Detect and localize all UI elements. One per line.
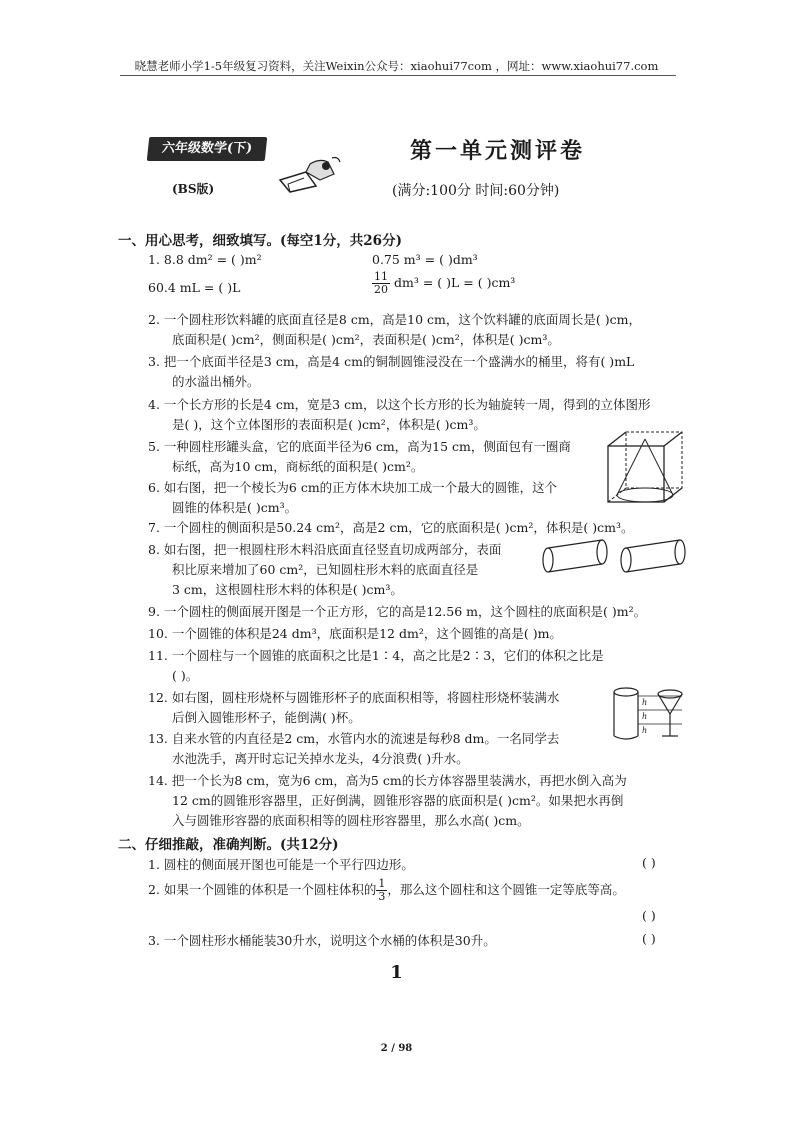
question-11-line2: ( )。 (172, 668, 199, 683)
judge-3: 3. 一个圆柱形水桶能装30升水，说明这个水桶的体积是30升。 (148, 933, 496, 948)
question-3-line1: 3. 把一个底面半径是3 cm，高是4 cm的铜制圆锥浸没在一个盛满水的桶里，将有( )mL (148, 354, 635, 369)
question-2-line1: 2. 一个圆柱形饮料罐的底面直径是8 cm，高是10 cm，这个饮料罐的底面周长是( )cm， (148, 312, 641, 327)
question-14-line1: 14. 把一个长为8 cm，宽为6 cm，高为5 cm的长方体容器里装满水，再把水倒入高为 (148, 773, 627, 788)
height-label-3: h (642, 726, 648, 735)
judge-2 (148, 878, 625, 903)
question-7: 7. 一个圆柱的侧面积是50.24 cm²，高是2 cm，它的底面积是( )cm²，体积是( )cm³。 (148, 520, 634, 535)
question-1a: 1. 8.8 dm² = ( )m² (148, 252, 262, 267)
page-title: 第一单元测评卷 (410, 138, 586, 164)
question-5-line1: 5. 一种圆柱形罐头盒，它的底面半径为6 cm，高为15 cm，侧面包有一圈商 (148, 439, 571, 454)
question-4-line2: 是( )，这个立体图形的表面积是( )cm²，体积是( )cm³。 (172, 417, 486, 432)
page-number: 1 (390, 962, 403, 983)
page-header: 晓慧老师小学1-5年级复习资料，关注Weixin公众号：xiaohui77com ，网址：www.xiaohui77.com (134, 59, 659, 73)
question-9: 9. 一个圆柱的侧面展开图是一个正方形，它的高是12.56 m，这个圆柱的底面积是( )m²。 (148, 604, 647, 619)
question-13-line2: 水池洗手，离开时忘记关掉水龙头，4分浪费( )升水。 (172, 751, 469, 766)
judge-1: 1. 圆柱的侧面展开图也可能是一个平行四边形。 (148, 857, 414, 872)
fraction-11-20: $\frac{11}{20}$ (374, 270, 388, 296)
question-12-line1: 12. 如右图，圆柱形烧杯与圆锥形杯子的底面积相等，将圆柱形烧杯装满水 (148, 690, 560, 705)
fraction-1-3: $\frac{1}{3}$ (378, 877, 386, 903)
judge-1-answer: ( ) (642, 855, 656, 870)
page-count: 2 / 98 (380, 1043, 413, 1054)
question-6-line2: 圆锥的体积是( )cm³。 (172, 500, 298, 515)
question-8-line1: 8. 如右图，把一根圆柱形木料沿底面直径竖直切成两部分，表面 (148, 542, 502, 557)
judge-2-answer: ( ) (642, 908, 656, 923)
height-label-2: h (642, 712, 648, 721)
question-1c: 60.4 mL = ( )L (148, 280, 241, 295)
question-2-line2: 底面积是( )cm²，侧面积是( )cm²，表面积是( )cm²，体积是( )cm³。 (172, 332, 560, 347)
beaker-cone-figure (610, 684, 690, 744)
judge-2-text-b: ，那么这个圆柱和这个圆锥一定等底等高。 (387, 882, 625, 897)
question-6-line1: 6. 如右图，把一个棱长为6 cm的正方体木块加工成一个最大的圆锥，这个 (148, 480, 558, 495)
question-12-line2: 后倒入圆锥形杯子，能倒满( )杯。 (172, 710, 361, 725)
question-8-line2: 积比原来增加了60 cm²，已知圆柱形木料的底面直径是 (172, 562, 479, 577)
question-13-line1: 13. 自来水管的内直径是2 cm，水管内水的流速是每秒8 dm。一名同学去 (148, 731, 560, 746)
cube-cone-figure (604, 428, 686, 508)
question-11-line1: 11. 一个圆柱与一个圆锥的底面积之比是1∶4，高之比是2∶3，它们的体积之比是 (148, 648, 604, 663)
section2-heading: 二、仔细推敲，准确判断。(共12分) (118, 837, 339, 853)
book-illustration (276, 150, 346, 194)
question-14-line2: 12 cm的圆锥形容器里，正好倒满，圆锥形容器的底面积是( )cm²。如果把水再倒 (172, 793, 624, 808)
judge-3-answer: ( ) (642, 931, 656, 946)
judge-2-text-a: 2. 如果一个圆锥的体积是一个圆柱体积的 (148, 882, 377, 897)
question-5-line2: 标纸，高为10 cm，商标纸的面积是( )cm²。 (172, 459, 424, 474)
exam-info: (满分:100分 时间:60分钟) (392, 183, 560, 199)
height-label-1: h (642, 698, 648, 707)
section1-heading: 一、用心思考，细致填写。(每空1分，共26分) (118, 233, 402, 249)
cut-cylinder-figure (540, 536, 688, 576)
question-1b: 0.75 m³ = ( )dm³ (372, 252, 478, 267)
question-10: 10. 一个圆锥的体积是24 dm³，底面积是12 dm²，这个圆锥的高是( )m。 (148, 626, 562, 641)
question-1d-text: dm³ = ( )L = ( )cm³ (393, 275, 516, 290)
question-4-line1: 4. 一个长方形的长是4 cm，宽是3 cm，以这个长方形的长为轴旋转一周，得到的立体图形 (148, 397, 651, 412)
grade-badge: 六年级数学(下) (147, 137, 268, 161)
question-14-line3: 入与圆锥形容器的底面积相等的圆柱形容器里，那么水高( )cm。 (172, 813, 530, 828)
question-1d (372, 271, 515, 296)
edition-label: (BS版) (172, 182, 215, 196)
question-3-line2: 的水溢出桶外。 (172, 374, 260, 389)
question-8-line3: 3 cm，这根圆柱形木料的体积是( )cm³。 (172, 582, 403, 597)
header-divider (120, 75, 676, 76)
